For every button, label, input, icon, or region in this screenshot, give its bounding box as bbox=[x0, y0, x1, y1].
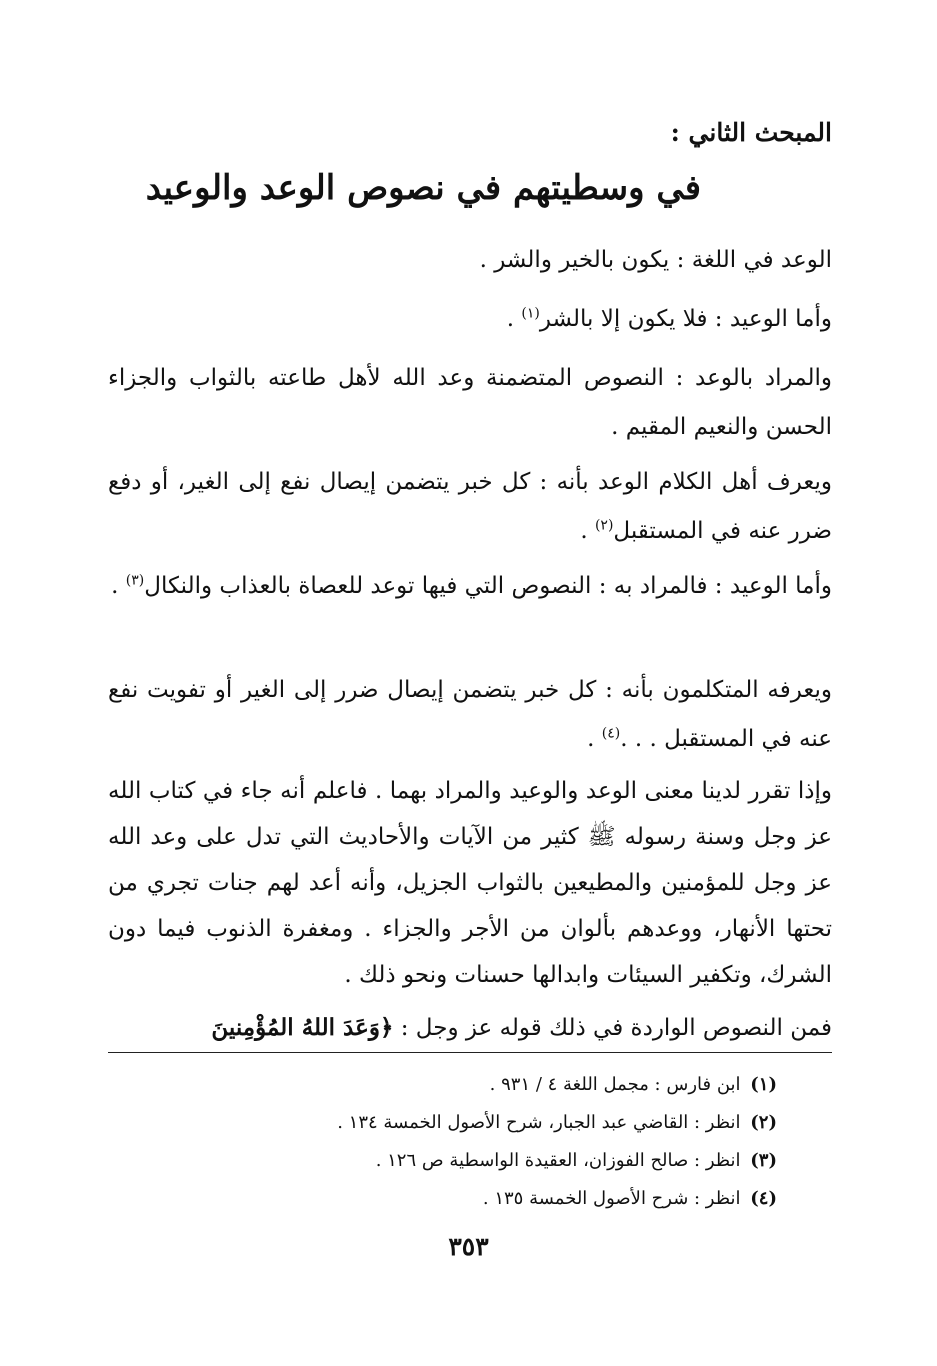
paragraph-quran-quote bbox=[108, 1003, 832, 1053]
footnote-ref: (٤) bbox=[601, 725, 621, 742]
paragraph-end: . bbox=[587, 726, 602, 752]
footnote-text: انظر : شرح الأصول الخمسة ١٣٥ . bbox=[482, 1188, 741, 1209]
paragraph-threat-meaning bbox=[108, 562, 832, 611]
chapter-title: في وسطيتهم في نصوص الوعد والوعيد bbox=[145, 168, 701, 208]
paragraph-text: الوعد في اللغة : يكون بالخير والشر . bbox=[479, 247, 832, 273]
footnote-text: ابن فارس : مجمل اللغة ٤ / ٩٣١ . bbox=[489, 1074, 741, 1095]
footnote-ref: (٢) bbox=[594, 517, 614, 534]
paragraph-text: ويعرف أهل الكلام الوعد بأنه : كل خبر يتضمن إيصال نفع إلى الغير، أو دفع ضرر عنه في المستقبل bbox=[108, 469, 832, 544]
paragraph-text: وأما الوعيد : فلا يكون إلا بالشر bbox=[539, 306, 832, 332]
footnote-ref: (٣) bbox=[125, 572, 145, 589]
paragraph-end: . bbox=[111, 573, 126, 599]
footnote-number: (٤) bbox=[750, 1188, 777, 1209]
paragraph-promise-meaning bbox=[108, 354, 832, 452]
footnote-text: انظر : القاضي عبد الجبار، شرح الأصول الخمسة ١٣٤ . bbox=[337, 1112, 741, 1133]
quran-verse: ﴿وَعَدَ اللهُ المُؤْمِنينَ bbox=[211, 1014, 394, 1041]
footnote-number: (١) bbox=[750, 1074, 777, 1095]
footnote-number: (٢) bbox=[750, 1112, 777, 1133]
paragraph-end: . bbox=[506, 306, 522, 332]
paragraph-text: والمراد بالوعد : النصوص المتضمنة وعد الله لأهل طاعته بالثواب والجزاء الحسن والنعيم المقيم . bbox=[108, 365, 832, 440]
paragraph-text: وإذا تقرر لدينا معنى الوعد والوعيد والمراد بهما . فاعلم أنه جاء في كتاب الله عز وجل وسنة رسوله ﷺ كثير من الآيات والأحاديث التي تدل على وعد الله عز وجل للمؤمنين والمطيعين بالثواب الجزيل، وأنه أعد لهم جنات تجري من تحتها الأنهار، ووعدهم بألوان من الأجر والجزاء . ومغفرة الذنوب فيما دون الشرك، وتكفير السيئات وابدالها حسنات ونحو ذلك . bbox=[108, 778, 832, 988]
section-label: المبحث الثاني : bbox=[670, 118, 832, 147]
paragraph-scripture-promises bbox=[108, 768, 832, 998]
paragraph-end: . bbox=[580, 518, 595, 544]
paragraph-promise-definition bbox=[108, 236, 832, 285]
footnote-text: انظر : صالح الفوزان، العقيدة الواسطية ص ١٢٦ . bbox=[375, 1150, 741, 1171]
footnote-number: (٣) bbox=[750, 1150, 777, 1171]
footnote-item bbox=[337, 1104, 777, 1142]
footnote-item bbox=[337, 1180, 777, 1218]
footnote-ref: (١) bbox=[521, 305, 540, 322]
paragraph-text: ويعرفه المتكلمون بأنه : كل خبر يتضمن إيصال ضرر إلى الغير أو تفويت نفع عنه في المستقبل . . . bbox=[108, 677, 832, 752]
footnotes-list bbox=[337, 1066, 777, 1218]
footnote-item bbox=[337, 1142, 777, 1180]
paragraph-text: فمن النصوص الواردة في ذلك قوله عز وجل : bbox=[393, 1015, 832, 1041]
page-number: ٣٥٣ bbox=[448, 1232, 489, 1261]
paragraph-theologians-promise bbox=[108, 458, 832, 556]
paragraph-threat-definition bbox=[108, 295, 832, 344]
paragraph-theologians-threat bbox=[108, 666, 832, 764]
footnote-item bbox=[337, 1066, 777, 1104]
footnote-divider bbox=[108, 1052, 832, 1053]
paragraph-text: وأما الوعيد : فالمراد به : النصوص التي فيها توعد للعصاة بالعذاب والنكال bbox=[144, 573, 832, 599]
